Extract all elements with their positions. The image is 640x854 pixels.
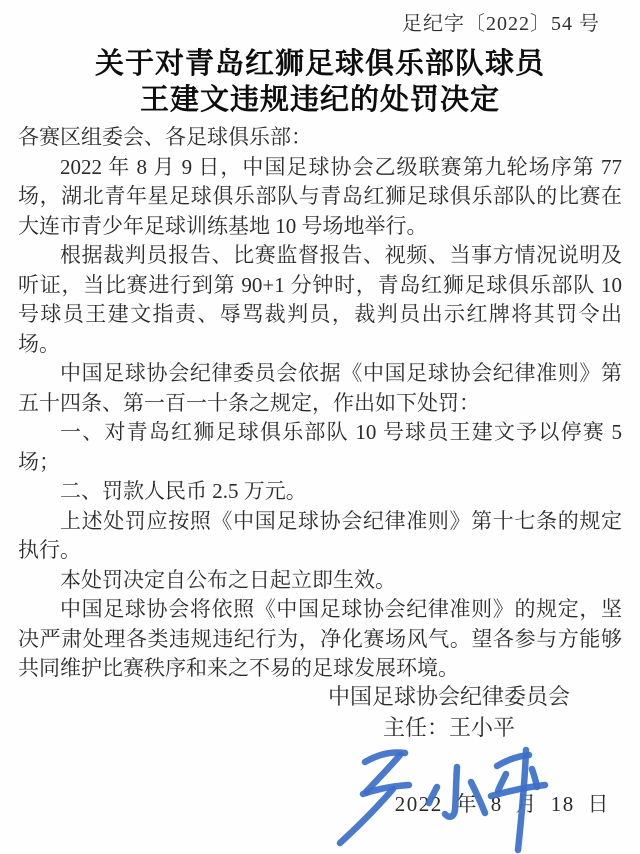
issuer-organization: 中国足球协会纪律委员会 <box>327 684 570 709</box>
doc-number: 足纪字〔2022〕54 号 <box>402 13 600 35</box>
paragraph-penalty-2: 二、罚款人民币 2.5 万元。 <box>60 479 307 503</box>
document-title <box>0 46 640 118</box>
document-date: 2022 年 8 月 18 日 <box>394 792 610 816</box>
paragraph-effective: 本处罚决定自公布之日起立即生效。 <box>60 567 396 592</box>
paragraph-execution: 上述处罚应按照《中国足球协会纪律准则》第十七条的规定执行。 <box>18 508 622 562</box>
salutation: 各赛区组委会、各足球俱乐部： <box>18 125 312 149</box>
paragraph-incident: 根据裁判员报告、比赛监督报告、视频、当事方情况说明及听证，当比赛进行到第 90+1 分钟时，青岛红狮足球俱乐部队 10 号球员王建文指责、辱骂裁判员，裁判员出示红牌将其罚令出场。 <box>18 243 622 356</box>
document-title-line-1: 关于对青岛红狮足球俱乐部队球员 <box>94 48 545 80</box>
paragraph-legal-basis: 中国足球协会纪律委员会依据《中国足球协会纪律准则》第五十四条、第一百一十条之规定，作出如下处罚： <box>18 361 622 415</box>
paragraph-penalty-1: 一、对青岛红狮足球俱乐部队 10 号球员王建文予以停赛 5 场； <box>18 420 622 474</box>
document-title-line-2: 王建文违规违纪的处罚决定 <box>139 84 500 116</box>
paragraph-statement: 中国足球协会将依照《中国足球协会纪律准则》的规定，坚决严肃处理各类违规违纪行为，净化赛场风气。望各参与方能够共同维护比赛秩序和来之不易的足球发展环境。 <box>18 597 622 680</box>
paragraph-match-info: 2022 年 8 月 9 日，中国足球协会乙级联赛第九轮场序第 77 场，湖北青年星足球俱乐部队与青岛红狮足球俱乐部队的比赛在大连市青少年足球训练基地 10 号场地举行。 <box>18 154 622 238</box>
closing-block <box>328 681 570 743</box>
issuer-signer-title: 主任：王小平 <box>382 715 515 740</box>
document-body <box>0 123 640 684</box>
